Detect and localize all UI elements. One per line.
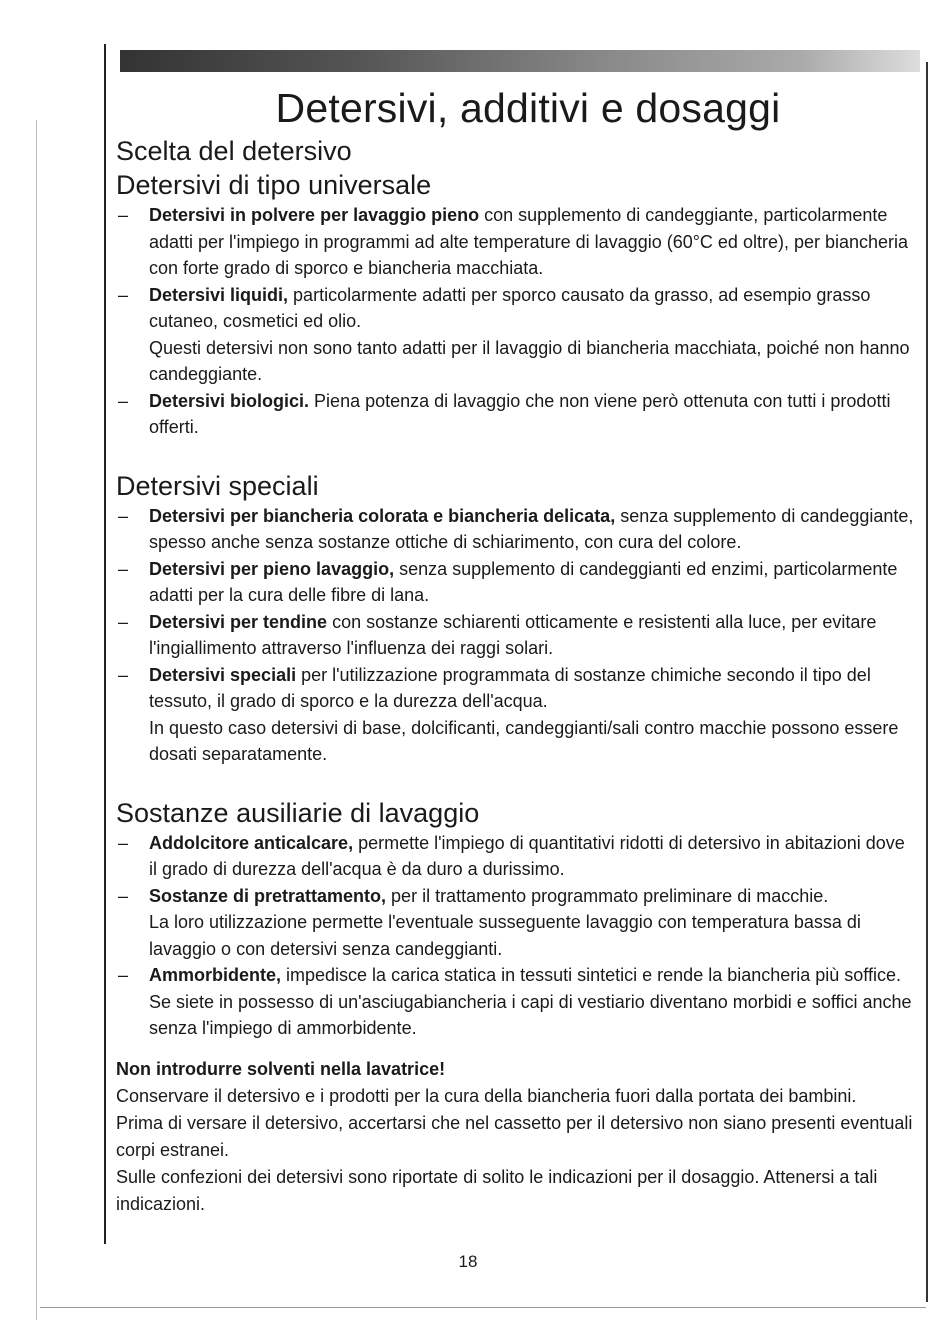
item-extra: Se siete in possesso di un'asciugabiancheria i capi di vestiario diventano morbidi e soffici anche senza l'impiego di ammorbidente. [149,991,912,1038]
bullet-list [116,830,916,1042]
item-text: con supplemento di candeggiante, particolarmente adatti per l'impiego in programmi ad alte temperature di lavaggio (60°C ed oltre), per biancheria con forte grado di sporco e biancheria macchiata. [149,205,909,278]
item-text: senza supplemento di candeggiante, spesso anche senza sostanze ottiche di schiarimento, con cura del colore. [149,505,914,552]
binding-margin-line [36,120,37,1320]
item-text: per l'utilizzazione programmata di sostanze chimiche secondo il tipo del tessuto, il grado di sporco e la durezza dell'acqua. [149,664,871,711]
section-subheading: Detersivi di tipo universale [116,170,432,200]
item-lead: Detersivi speciali [149,664,297,685]
item-lead: Ammorbidente, [149,965,282,985]
list-item [116,609,916,662]
page-number: 18 [458,1252,478,1271]
item-lead: Detersivi in polvere per lavaggio pieno [149,205,480,225]
item-text: per il trattamento programmato preliminare di macchie. [386,885,829,906]
item-text: Piena potenza di lavaggio che non viene però ottenuta con tutti i prodotti offerti. [149,390,891,437]
item-text: con sostanze schiarenti otticamente e resistenti alla luce, per evitare l'ingiallimento attraverso l'influenza dei raggi solari. [149,611,877,658]
list-item [116,883,916,963]
section-heading: Sostanze ausiliarie di lavaggio [116,797,480,828]
section-detergent-choice [116,134,916,441]
item-text: impedisce la carica statica in tessuti sintetici e rende la biancheria più soffice. [281,965,901,985]
item-lead: Sostanze di pretrattamento, [149,885,387,906]
list-item [116,503,916,556]
item-lead: Detersivi liquidi, [149,284,289,305]
header-band [120,50,920,72]
item-text: permette l'impiego di quantitativi ridotti di detersivo in abitazioni dove il grado di durezza dell'acqua è da duro a durissimo. [149,832,905,879]
warning-note [116,1056,916,1218]
bullet-list [116,202,916,441]
item-extra: Questi detersivi non sono tanto adatti per il lavaggio di biancheria macchiata, poiché non hanno candeggiante. [149,337,910,384]
list-item [116,662,916,768]
item-lead: Detersivi biologici. [149,390,310,411]
item-extra: La loro utilizzazione permette l'eventuale susseguente lavaggio con temperatura bassa di lavaggio o con detersivi senza candeggianti. [149,912,861,959]
left-margin-rule [104,44,106,1244]
note-line: Conservare il detersivo e i prodotti per la cura della biancheria fuori dalla portata dei bambini. [116,1085,857,1106]
item-extra: In questo caso detersivi di base, dolcificanti, candeggianti/sali contro macchie possono essere dosati separatamente. [149,717,899,764]
section-special-detergents [116,469,916,768]
section-heading: Detersivi speciali [116,470,319,501]
section-heading: Scelta del detersivo [116,136,352,166]
list-item [116,202,916,282]
right-margin-rule [926,62,928,1302]
item-lead: Detersivi per tendine [149,611,328,632]
list-item [116,388,916,441]
warning-heading: Non introdurre solventi nella lavatrice! [116,1058,446,1079]
list-item [116,556,916,609]
list-item [116,962,916,1042]
item-lead: Detersivi per pieno lavaggio, [149,558,395,579]
bullet-list [116,503,916,768]
item-text: particolarmente adatti per sporco causato da grasso, ad esempio grasso cutaneo, cosmetici ed olio. [149,284,871,331]
section-auxiliary-substances [116,796,916,1042]
item-text: senza supplemento di candeggianti ed enzimi, particolarmente adatti per la cura delle fibre di lana. [149,558,898,605]
item-lead: Detersivi per biancheria colorata e biancheria delicata, [149,505,616,526]
note-line: Sulle confezioni dei detersivi sono riportate di solito le indicazioni per il dosaggio. Attenersi a tali indicazioni. [116,1166,878,1214]
list-item [116,282,916,388]
page-content [116,82,916,1218]
bottom-margin-line [40,1307,926,1308]
list-item [116,830,916,883]
note-line: Prima di versare il detersivo, accertarsi che nel cassetto per il detersivo non siano presenti eventuali corpi estranei. [116,1112,913,1160]
item-lead: Addolcitore anticalcare, [149,832,354,853]
page-title: Detersivi, additivi e dosaggi [275,85,781,131]
